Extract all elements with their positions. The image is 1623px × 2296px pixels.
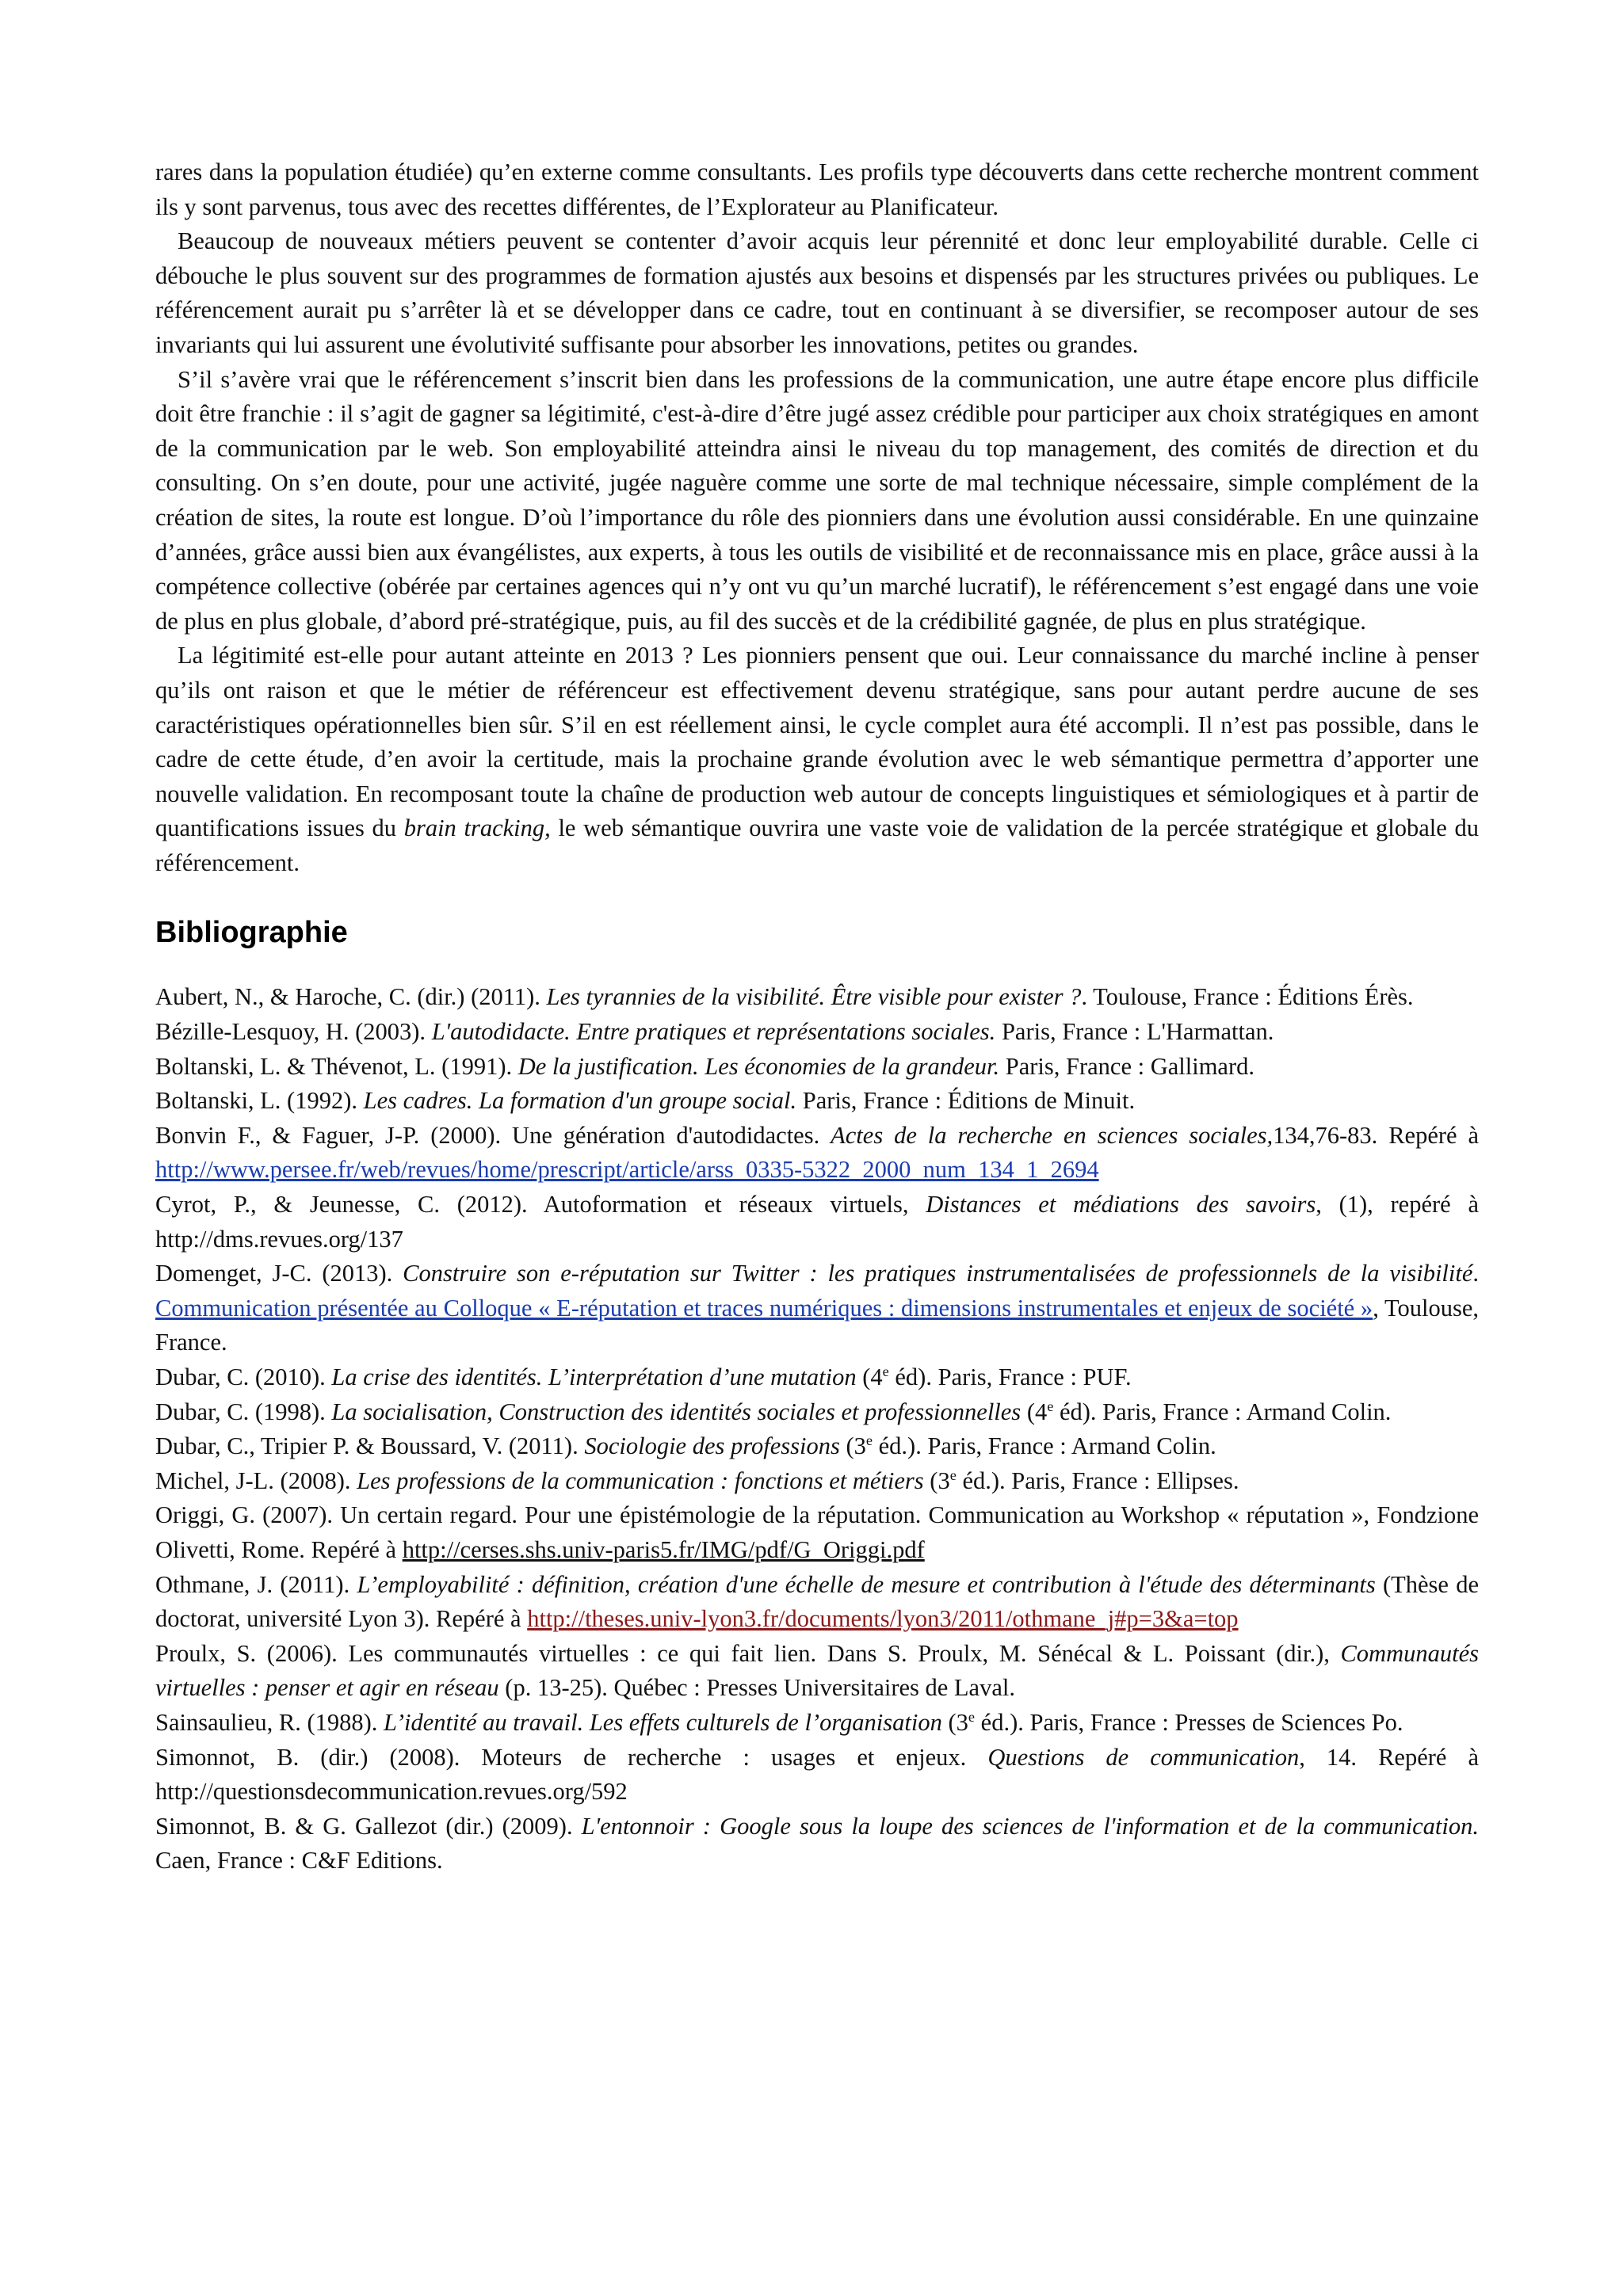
- reference-text: Origgi, G. (2007). Un certain regard. Pour une épistémologie de la réputation. Communication au Workshop « réputation », Fondzione Olivetti, Rome. Repéré à: [155, 1501, 1479, 1563]
- reference-text: Paris, France : Éditions de Minuit.: [796, 1087, 1136, 1115]
- reference-title: Questions de communication: [987, 1743, 1300, 1771]
- reference-title: L’identité au travail. Les effets culturels de l’organisation: [384, 1708, 942, 1736]
- reference-text: éd.). Paris, France : Presses de Sciences Po.: [975, 1708, 1403, 1736]
- superscript-edition: e: [1047, 1398, 1054, 1414]
- bibliography-entry: [155, 1429, 1479, 1464]
- reference-text: Othmane, J. (2011).: [155, 1570, 357, 1598]
- reference-text: Domenget, J-C. (2013).: [155, 1260, 403, 1287]
- reference-title: Construire son e-réputation sur Twitter : les pratiques instrumentalisées de professionnels de la visibilité: [403, 1260, 1473, 1287]
- reference-text: 134,76-83. Repéré à: [1273, 1121, 1480, 1149]
- reference-text: Paris, France : Gallimard.: [999, 1052, 1254, 1080]
- body-paragraph-3: S’il s’avère vrai que le référencement s’inscrit bien dans les professions de la communication, une autre étape encore plus difficile doit être franchie : il s’agit de gagner sa légitimité, c'est-à-dire d’être jugé assez crédible pour participer aux choix stratégiques en amont de la communication par le web. Son employabilité atteindra ainsi le niveau du top management, des comités de direction et du consulting. On s’en doute, pour une activité, jugée naguère comme une sorte de mal technique nécessaire, simple complément de la création de sites, la route est longue. D’où l’importance du rôle des pionniers dans une évolution aussi considérable. En une quinzaine d’années, grâce aussi bien aux évangélistes, aux experts, à tous les outils de visibilité et de reconnaissance mis en place, grâce aussi à la compétence collective (obérée par certaines agences qui n’y ont vu qu’un marché lucratif), le référencement s’est engagé dans une voie de plus en plus globale, d’abord pré-stratégique, puis, au fil des succès et de la crédibilité gagnée, de plus en plus stratégique.: [155, 365, 1479, 635]
- reference-text: (3: [839, 1432, 866, 1460]
- reference-text: éd.). Paris, France : Armand Colin.: [873, 1432, 1216, 1460]
- document-page: [155, 155, 1479, 1878]
- reference-text: éd). Paris, France : Armand Colin.: [1053, 1398, 1392, 1425]
- bibliography-list: [155, 980, 1479, 1878]
- bibliography-entry: [155, 980, 1479, 1015]
- reference-text: Paris, France : L'Harmattan.: [995, 1018, 1274, 1046]
- reference-text: . Toulouse, France : Éditions Érès.: [1081, 983, 1414, 1011]
- reference-text: (3: [923, 1466, 950, 1494]
- reference-text: Aubert, N., & Haroche, C. (dir.) (2011).: [155, 983, 547, 1011]
- reference-title: Actes de la recherche en sciences sociales,: [831, 1121, 1274, 1149]
- bibliography-entry: [155, 1050, 1479, 1085]
- reference-title: Les tyrannies de la visibilité. Être visible pour exister ?: [546, 983, 1082, 1011]
- bibliography-entry: [155, 1257, 1479, 1360]
- reference-text: Bonvin F., & Faguer, J-P. (2000). Une génération d'autodidactes.: [155, 1121, 831, 1149]
- superscript-edition: e: [949, 1466, 957, 1483]
- bibliography-entry: [155, 1810, 1479, 1878]
- reference-text: Boltanski, L. (1992).: [155, 1087, 364, 1115]
- reference-text: (4: [1021, 1398, 1048, 1425]
- bibliography-entry: [155, 1360, 1479, 1395]
- reference-text: Dubar, C., Tripier P. & Boussard, V. (2011).: [155, 1432, 585, 1460]
- reference-text: Dubar, C. (1998).: [155, 1398, 332, 1425]
- body-paragraph-1: rares dans la population étudiée) qu’en externe comme consultants. Les profils type découverts dans cette recherche montrent comment ils y sont parvenus, tous avec des recettes différentes, de l’Explorateur au Planificateur.: [155, 158, 1479, 220]
- reference-title: L'autodidacte. Entre pratiques et représentations sociales.: [431, 1018, 996, 1046]
- reference-title: Les cadres. La formation d'un groupe social.: [363, 1087, 797, 1115]
- reference-title: Communautés virtuelles : penser et agir en réseau: [155, 1639, 1479, 1702]
- superscript-edition: e: [882, 1363, 889, 1379]
- reference-title: Sociologie des professions: [584, 1432, 840, 1460]
- reference-text: (Thèse de doctorat, université Lyon 3). Repéré à: [155, 1570, 1479, 1633]
- reference-title: L'entonnoir : Google sous la loupe des sciences de l'information et de la communication.: [581, 1812, 1479, 1840]
- body-paragraph-4: [155, 639, 1479, 880]
- reference-title: La crise des identités. L’interprétation d’une mutation: [331, 1363, 857, 1390]
- reference-text: Sainsaulieu, R. (1988).: [155, 1708, 384, 1736]
- paragraph-italic-term: brain tracking,: [403, 814, 551, 842]
- reference-text: Cyrot, P., & Jeunesse, C. (2012). Autoformation et réseaux virtuels,: [155, 1191, 926, 1219]
- paragraph-text: le web sémantique ouvrira une vaste voie de validation de la percée stratégique et globale du référencement.: [155, 814, 1479, 876]
- reference-text: éd). Paris, France : PUF.: [888, 1363, 1132, 1390]
- bibliography-heading: Bibliographie: [155, 916, 348, 950]
- bibliography-entry: [155, 1119, 1479, 1188]
- reference-text: Boltanski, L. & Thévenot, L. (1991).: [155, 1052, 518, 1080]
- reference-title: La socialisation, Construction des identités sociales et professionnelles: [331, 1398, 1022, 1425]
- bibliography-entry: [155, 1464, 1479, 1499]
- paragraph-text: La légitimité est-elle pour autant atteinte en 2013 ? Les pionniers pensent que oui. Leur connaissance du marché incline à penser qu’ils ont raison et que le métier de référenceur est effectivement devenu stratégique, sans pour autant perdre aucune de ses caractéristiques opérationnelles bien sûr. S’il en est réellement ainsi, le cycle complet aura été accompli. Il n’est pas possible, dans le cadre de cette étude, d’en avoir la certitude, mais la prochaine grande évolution avec le web sémantique permettra d’apporter une nouvelle validation. En recomposant toute la chaîne de production web autour de concepts linguistiques et sémiologiques et à partir de quantifications issues du: [155, 642, 1479, 842]
- reference-text: éd.). Paris, France : Ellipses.: [956, 1466, 1239, 1494]
- superscript-edition: e: [865, 1432, 873, 1449]
- reference-title: De la justification. Les économies de la grandeur.: [517, 1052, 1000, 1080]
- reference-text: (3: [941, 1708, 968, 1736]
- bibliography-entry: [155, 1568, 1479, 1637]
- superscript-edition: e: [968, 1708, 976, 1725]
- bibliography-entry: [155, 1637, 1479, 1706]
- reference-text: , Toulouse, France.: [155, 1294, 1479, 1356]
- bibliography-entry: [155, 1741, 1479, 1810]
- reference-text: Simonnot, B. (dir.) (2008). Moteurs de recherche : usages et enjeux.: [155, 1743, 988, 1771]
- reference-link[interactable]: http://theses.univ-lyon3.fr/documents/lyon3/2011/othmane_j#p=3&a=top: [527, 1605, 1239, 1633]
- reference-text: (4: [856, 1363, 883, 1390]
- reference-text: , (1), repéré à http://dms.revues.org/137: [155, 1191, 1479, 1253]
- reference-title: L’employabilité : définition, création d'une échelle de mesure et contribution à l'étude des déterminants: [357, 1570, 1376, 1598]
- bibliography-entry: [155, 1706, 1479, 1741]
- bibliography-entry: [155, 1015, 1479, 1050]
- reference-link[interactable]: http://cerses.shs.univ-paris5.fr/IMG/pdf/G_Origgi.pdf: [402, 1535, 925, 1563]
- bibliography-entry: [155, 1188, 1479, 1257]
- reference-link[interactable]: http://www.persee.fr/web/revues/home/prescript/article/arss_0335-5322_2000_num_134_1_2694: [155, 1156, 1099, 1184]
- reference-text: , 14. Repéré à http://questionsdecommunication.revues.org/592: [155, 1743, 1479, 1806]
- reference-text: Simonnot, B. & G. Gallezot (dir.) (2009).: [155, 1812, 582, 1840]
- bibliography-entry: [155, 1084, 1479, 1119]
- reference-text: Caen, France : C&F Editions.: [155, 1847, 443, 1875]
- reference-title: Les professions de la communication : fonctions et métiers: [357, 1466, 924, 1494]
- body-paragraph-2: Beaucoup de nouveaux métiers peuvent se contenter d’avoir acquis leur pérennité et donc leur employabilité durable. Celle ci débouche le plus souvent sur des programmes de formation ajustés aux besoins et dispensés par les structures privées ou publiques. Le référencement aurait pu s’arrêter là et se développer dans ce cadre, tout en continuant à se diversifier, se recomposer autour de ses invariants qui lui assurent une évolutivité suffisante pour absorber les innovations, petites ou grandes.: [155, 227, 1479, 358]
- reference-title: Distances et médiations des savoirs: [926, 1191, 1316, 1219]
- reference-text: Michel, J-L. (2008).: [155, 1466, 357, 1494]
- bibliography-entry: [155, 1498, 1479, 1567]
- reference-text: (p. 13-25). Québec : Presses Universitaires de Laval.: [498, 1674, 1015, 1702]
- reference-link[interactable]: Communication présentée au Colloque « E-réputation et traces numériques : dimensions instrumentales et enjeux de société »: [155, 1294, 1373, 1322]
- reference-text: Dubar, C. (2010).: [155, 1363, 332, 1390]
- reference-text: .: [1472, 1260, 1480, 1287]
- reference-text: Bézille-Lesquoy, H. (2003).: [155, 1018, 432, 1046]
- reference-text: Proulx, S. (2006). Les communautés virtuelles : ce qui fait lien. Dans S. Proulx, M. Sénécal & L. Poissant (dir.),: [155, 1639, 1341, 1667]
- bibliography-entry: [155, 1395, 1479, 1430]
